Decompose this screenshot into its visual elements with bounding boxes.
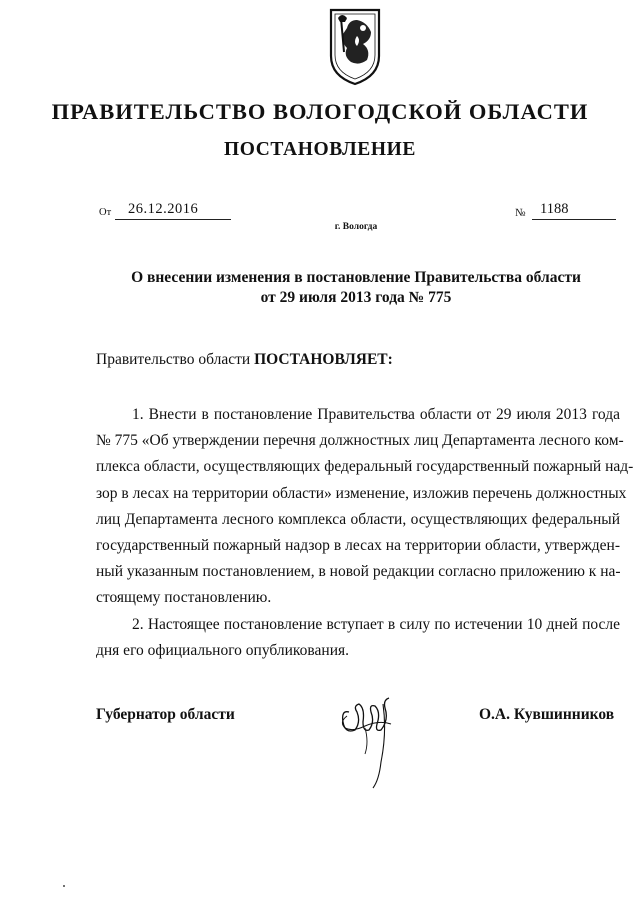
preamble <box>96 351 393 369</box>
signer-position: Губернатор области <box>96 706 235 723</box>
handwritten-signature-icon <box>335 682 405 792</box>
date-underline <box>115 219 231 220</box>
coat-of-arms-icon <box>327 6 383 86</box>
subject-line: О внесении изменения в постановление Правительства области <box>131 269 581 286</box>
organization-title: ПРАВИТЕЛЬСТВО ВОЛОГОДСКОЙ ОБЛАСТИ <box>51 99 589 124</box>
paragraph-1 <box>96 402 634 612</box>
preamble-keyword: ПОСТАНОВЛЯЕТ: <box>254 351 393 368</box>
date-label: От <box>99 207 112 218</box>
page-mark <box>63 885 65 887</box>
document-number: 1188 <box>540 201 569 217</box>
text-line: 2. Настоящее постановление вступает в силу по истечении 10 дней после <box>132 615 620 633</box>
text-line: № 775 «Об утверждении перечня должностных лиц Департамента лесного ком- <box>96 432 624 450</box>
text-line: лиц Департамента лесного комплекса области, осуществляющих федеральный <box>96 510 620 528</box>
city: г. Вологда <box>334 222 378 232</box>
signer-name: О.А. Кувшинников <box>479 706 615 723</box>
document-subject <box>0 268 640 308</box>
subject-line: от 29 июля 2013 года № 775 <box>260 289 452 306</box>
number-underline <box>532 219 616 220</box>
text-line: стоящему постановлению. <box>96 589 272 607</box>
text-line: плекса области, осуществляющих федеральный государственный пожарный над- <box>96 458 634 476</box>
text-line: 1. Внести в постановление Правительства области от 29 июля 2013 года <box>132 406 620 423</box>
paragraph-2 <box>96 612 620 664</box>
text-line: ный указанным постановлением, в новой редакции согласно приложению к на- <box>96 563 621 581</box>
number-label: № <box>515 207 526 219</box>
document-kind: ПОСТАНОВЛЕНИЕ <box>223 139 417 160</box>
preamble-text: Правительство области <box>96 351 251 368</box>
text-line: зор в лесах на территории области» изменение, изложив перечень должностных <box>96 484 627 502</box>
document-body <box>96 402 634 664</box>
document-date: 26.12.2016 <box>128 201 199 217</box>
text-line: государственный пожарный надзор в лесах на территории области, утвержден- <box>96 537 620 555</box>
text-line: дня его официального опубликования. <box>96 641 350 659</box>
